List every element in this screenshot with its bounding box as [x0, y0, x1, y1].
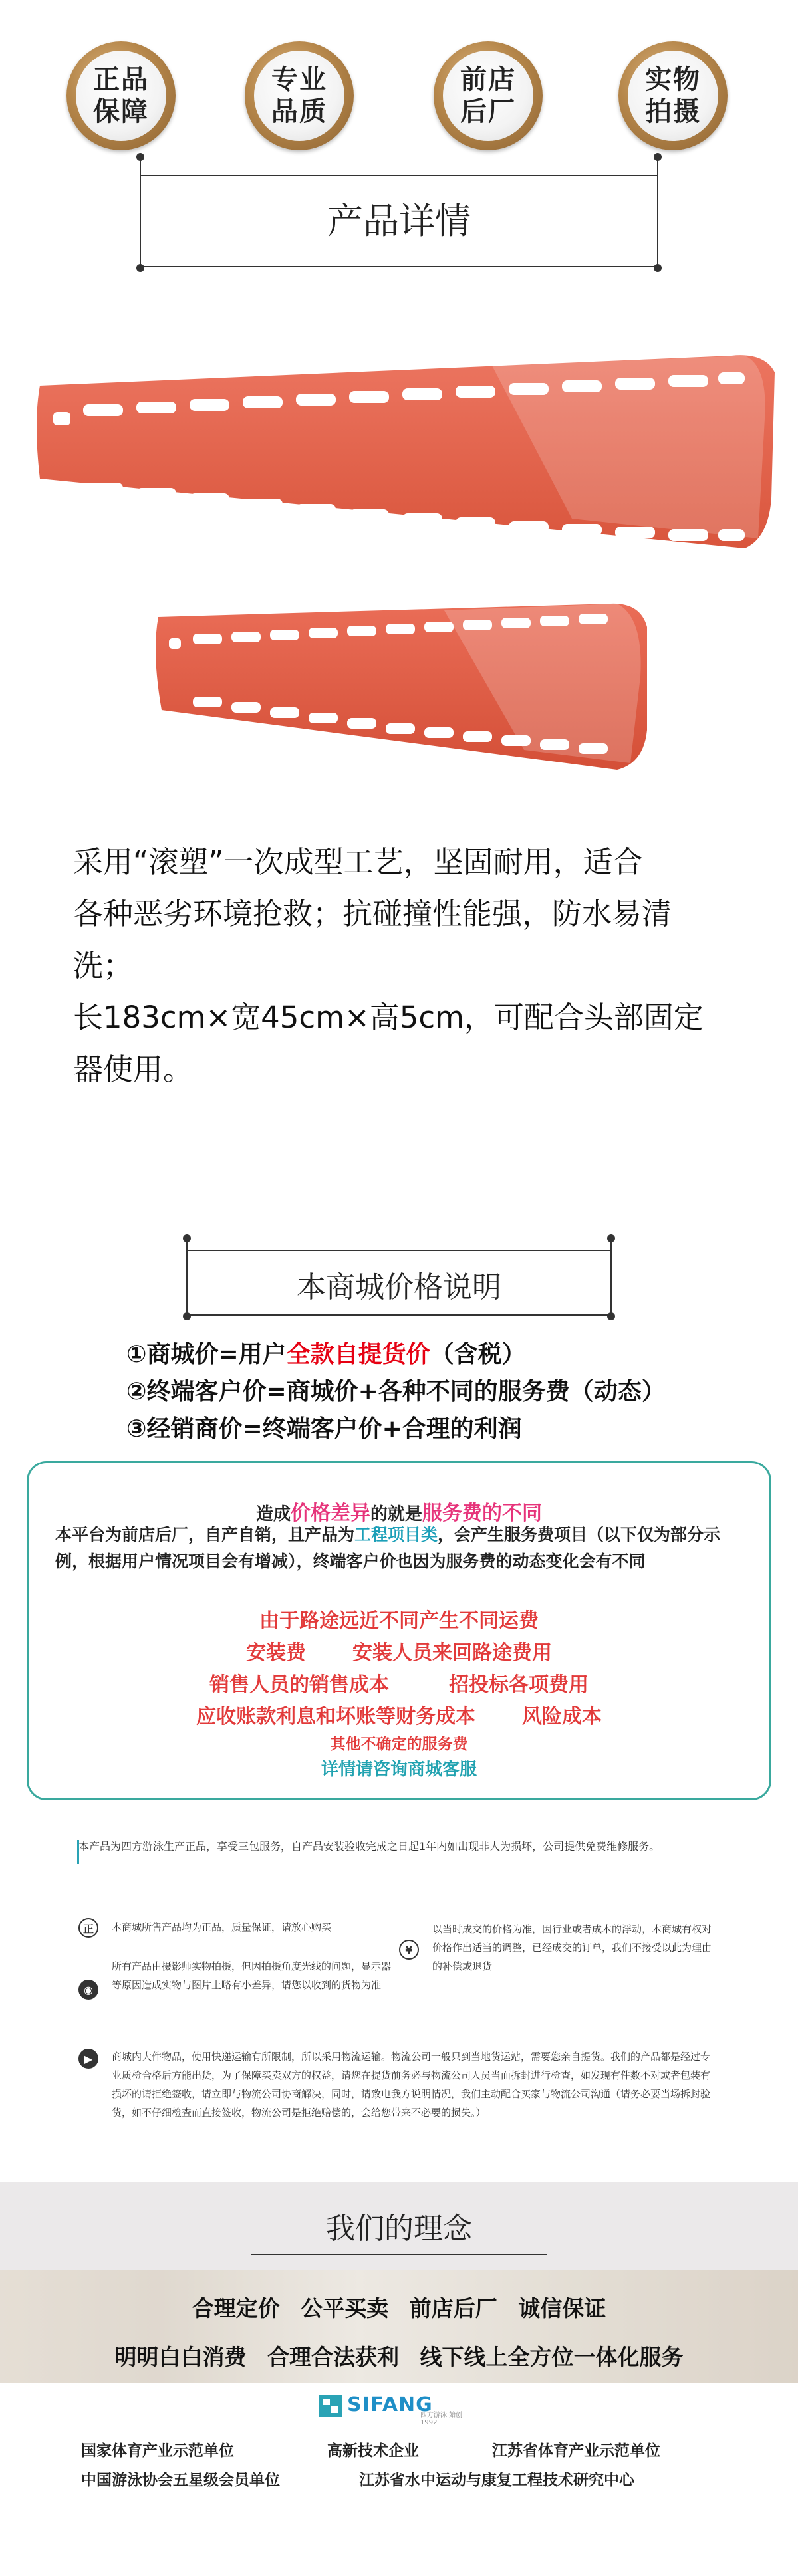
product-detail-page: 正品 保障 专业 品质 前店 后厂 实物 拍摄 产品详情 采用“滚塑”一次成型工艺，坚固耐用，适合 各种恶劣环境抢救；抗碰撞性能强，防水易清 洗； 长183cm×宽45cm×高5cm，可配合头部固定 器使用。 本商城价格说明 ①商城价=用户全款自提货价（含税） ②终端客户价=商城价+各种不同的服务费（动态） ③经销商价=终端客户价+合理的利润 造成价格差异的就是服务费的不同 本平台为前店后厂，自产自销，且产品为工程项目类，会产生服务费项目（以下仅为部分示例，根据用户情况项目会有增减），终端客户价也因为服务费的动态变化会有不同 由于路途远近不同产生不同运费 安装费 安装人员来回路途费用 销售人员的销售成本 招投标各项费用 应收账款利息和坏账等财务成本 风险成本 其他不确定的服务费 详情请咨询商城客服 本产品为四方游泳生产正品，享受三包服务，自产品安装验收完成之日起1年内如出现非人为损坏，公司提供免费维修服务。 正 本商城所售产品均为正品，质量保证，请放心购买 ◉ 所有产品由摄影师实物拍摄，但因拍摄角度光线的问题，显示器等原因造成实物与图片上略有小差异，请您以收到的货物为准 ¥ 以当时成交的价格为准，因行业或者成本的浮动，本商城有权对价格作出适当的调整，已经成交的订单，我们不接受以此为理由的补偿或退货 ▶ 商城内大件物品，使用快递运输有所限制，所以采用物流运输。物流公司一般只到当地货运站，需要您亲自提货。我们的产品都是经过专业质检合格后方能出货，为了保障买卖双方的权益，请您在提货前务必与物流公司人员当面拆封进行检查，如发现有件数不对或者包装有损坏的请拒绝签收，请立即与物流公司协商解决，同时，请致电我方说明情况，我们主动配合买家与物流公司沟通（请务必要当场拆封验货，如不仔细检查而直接签收，物流公司是拒绝赔偿的，会给您带来不必要的损失。） 我们的理念 合理定价 公平买卖 前店后厂 诚信保证 明明白白消费 合理合法获利 线下线上全方位一体化服务 SIFANG 四方游泳 始创1992 国家体育产业示范单位 高新技术企业 江苏省体育产业示范单位 中国游泳协会五星级会员单位 江苏省水中运动与康复工程技术研究中心 — [0, 0, 798, 2576]
guarantee-item-photo: 所有产品由摄影师实物拍摄，但因拍摄角度光线的问题，显示器等原因造成实物与图片上略有小差异，请您以收到的货物为准 — [112, 1960, 392, 1991]
guarantee-badges — [0, 41, 798, 154]
spine-board-small-image — [152, 597, 650, 776]
notice-contact-link[interactable]: 详情请咨询商城客服 — [321, 1760, 477, 1780]
philosophy-title: 我们的理念 — [326, 2212, 472, 2246]
fee-finance-row: 应收账款利息和坏账等财务成本 风险成本 — [196, 1705, 602, 1728]
fee-sales-row: 销售人员的销售成本 招投标各项费用 — [209, 1673, 589, 1697]
service-fee-notice — [27, 1461, 771, 1800]
badge-factory: 前店 后厂 — [434, 41, 543, 150]
camera-icon: ◉ — [78, 1980, 98, 2000]
guarantee-intro: 本产品为四方游泳生产正品，享受三包服务，自产品安装验收完成之日起1年内如出现非人为损坏，公司提供免费维修服务。 — [78, 1840, 660, 1853]
price-line-mall: ①商城价=用户全款自提货价（含税） — [126, 1341, 526, 1368]
sifang-logo: SIFANG 四方游泳 始创1992 — [319, 2395, 479, 2417]
philosophy-slogan-2: 明明白白消费 合理合法获利 线下线上全方位一体化服务 — [114, 2344, 684, 2370]
badge-real-photo: 实物 拍摄 — [618, 41, 728, 150]
fee-install-row: 安装费 安装人员来回路途费用 — [246, 1641, 552, 1665]
spine-board-large-image — [27, 346, 778, 552]
philosophy-title-underline — [251, 2254, 547, 2255]
truck-icon: ▶ — [78, 2049, 98, 2069]
price-section-title-text: 本商城价格说明 — [297, 1270, 501, 1304]
price-line-client: ②终端客户价=商城价+各种不同的服务费（动态） — [126, 1378, 666, 1405]
product-description: 采用“滚塑”一次成型工艺，坚固耐用，适合 各种恶劣环境抢救；抗碰撞性能强，防水易清 洗； 长183cm×宽45cm×高5cm，可配合头部固定 器使用。 — [73, 844, 704, 1087]
badge-authentic: 正品 保障 — [66, 41, 176, 150]
badge-professional: 专业 品质 — [245, 41, 354, 150]
guarantee-item-price: 以当时成交的价格为准，因行业或者成本的浮动，本商城有权对价格作出适当的调整，已经成交的订单，我们不接受以此为理由的补偿或退货 — [432, 1923, 712, 1972]
price-tag-icon: ¥ — [399, 1940, 419, 1960]
fee-other: 其他不确定的服务费 — [330, 1736, 468, 1753]
price-line-dealer: ③经销商价=终端客户价+合理的利润 — [126, 1415, 522, 1443]
fee-freight: 由于路途远近不同产生不同运费 — [259, 1609, 539, 1633]
price-explanation-list — [126, 1336, 725, 1448]
notice-body: 本平台为前店后厂，自产自销，且产品为工程项目类，会产生服务费项目（以下仅为部分示例，根据用户情况项目会有增减），终端客户价也因为服务费的动态变化会有不同 — [55, 1525, 721, 1571]
notice-heading: 造成价格差异的就是服务费的不同 — [255, 1502, 543, 1525]
section-title-product — [140, 156, 658, 276]
authentic-icon: 正 — [78, 1918, 98, 1938]
section-title-text: 产品详情 — [327, 200, 471, 242]
section-title-price — [186, 1238, 612, 1324]
philosophy-slogan-1: 合理定价 公平买卖 前店后厂 诚信保证 — [192, 2295, 606, 2321]
guarantee-item-authentic: 本商城所售产品均为正品，质量保证，请放心购买 — [112, 1921, 332, 1933]
sifang-logo-mark-icon — [319, 2395, 342, 2417]
guarantee-item-logistics: 商城内大件物品，使用快递运输有所限制，所以采用物流运输。物流公司一般只到当地货运站，需要您亲自提货。我们的产品都是经过专业质检合格后方能出货，为了保障买卖双方的权益，请您在提货前务必与物流公司人员当面拆封进行检查，如发现有件数不对或者包装有损坏的请拒绝签收，请立即与物流公司协商解决，同时，请致电我方说明情况，我们主动配合买家与物流公司沟通（请务必要当场拆封验货，如不仔细检查而直接签收，物流公司是拒绝赔偿的，会给您带来不必要的损失。） — [112, 2051, 711, 2119]
